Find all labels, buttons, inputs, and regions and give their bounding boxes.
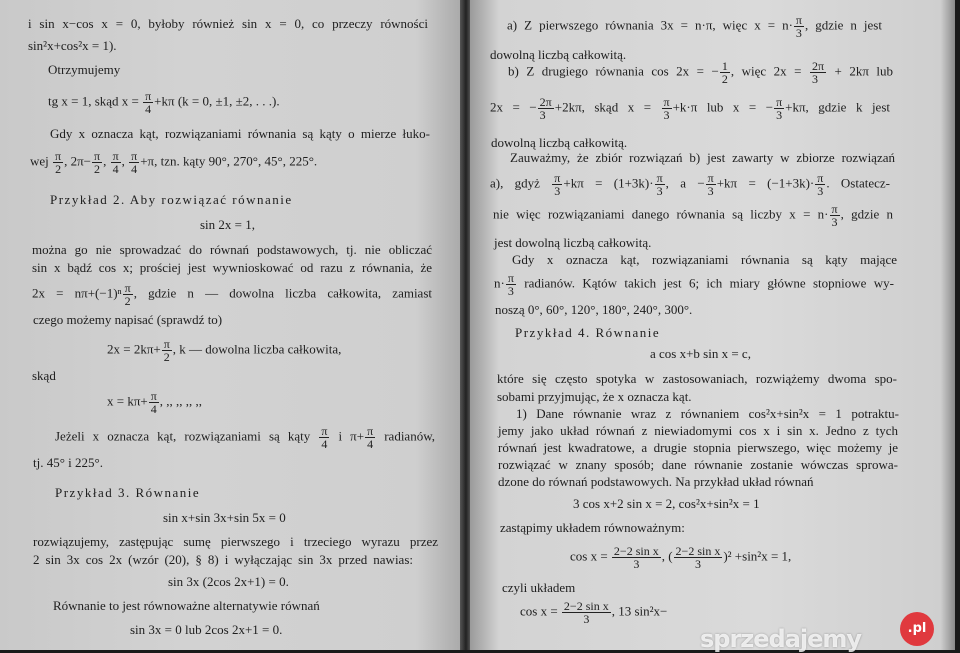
denominator: 3 — [831, 215, 838, 229]
numerator: π — [817, 171, 824, 185]
left-page-text-line — [200, 217, 255, 233]
numerator: π — [94, 149, 101, 163]
fraction — [662, 96, 672, 121]
text-run: tj. 45° i 225°. — [33, 455, 103, 470]
text-run: 2x = − — [490, 99, 537, 115]
right-page-text-line — [494, 235, 651, 251]
text-run: które się często spotyka w zastosowaniach, rozwiążemy dwoma spo- — [497, 371, 897, 386]
fraction — [810, 60, 826, 85]
right-page-text-line — [570, 545, 791, 570]
numerator: 1 — [721, 59, 728, 73]
text-run: 1) Dane równanie wraz z równaniem cos²x+sin²x = 1 potraktu- — [516, 406, 899, 421]
text-run: sin x+sin 3x+sin 5x = 0 — [163, 510, 286, 525]
fraction — [111, 150, 121, 175]
left-page-text-line — [33, 534, 438, 550]
text-run: x = kπ+ — [107, 393, 148, 409]
numerator: π — [795, 13, 802, 27]
text-run: a cos x+b sin x = c, — [650, 346, 751, 361]
text-run: jemy jako układ równań z niewiadomymi cos x i sin x. Jedno z tych — [498, 423, 898, 438]
text-run: czego możemy napisać (sprawdź to) — [33, 312, 223, 327]
denominator: 3 — [795, 26, 802, 40]
right-page-text-line — [508, 60, 893, 85]
right-page-text-line — [497, 389, 692, 405]
numerator: π — [55, 149, 62, 163]
right-page-text-line — [491, 135, 627, 151]
text-run: można go nie sprowadzać do równań podstawowych, tj. nie obliczać — [32, 242, 432, 257]
text-run: Zauważmy, że zbiór rozwiązań b) jest zawarty w zbiorze rozwiązań — [510, 150, 895, 165]
text-run: Otrzymujemy — [48, 62, 121, 77]
left-page-text-line — [33, 455, 103, 471]
numerator: π — [124, 281, 131, 295]
text-run: dowolną liczbą całkowitą. — [491, 135, 628, 150]
text-run: Gdy x oznacza kąt, rozwiązaniami równania są kąty o mierze łuko- — [50, 126, 430, 141]
denominator: 3 — [663, 108, 670, 122]
numerator: 2−2 sin x — [613, 544, 659, 558]
denominator: 4 — [321, 437, 328, 451]
text-run: , ,, ,, ,, ,, — [159, 393, 203, 409]
left-page-text-line — [30, 150, 317, 175]
numerator: π — [554, 171, 561, 185]
fraction — [162, 338, 172, 363]
denominator: 2 — [94, 162, 101, 176]
right-page-text-line — [498, 440, 898, 456]
fraction — [53, 150, 63, 175]
text-run: wej — [30, 153, 53, 169]
text-run: + 2kπ lub — [827, 63, 893, 79]
right-page-text-line — [497, 371, 897, 387]
left-page-text-line — [50, 192, 293, 208]
text-run: Jeżeli x oznacza kąt, rozwiązaniami są kąty — [55, 428, 319, 444]
text-run: Przykład 4. Równanie — [515, 325, 661, 340]
numerator: 2π — [811, 59, 824, 73]
text-run: rozwiązać w znany sposób; dane równanie zostanie wówczas sprowa- — [498, 457, 898, 472]
fraction — [552, 172, 562, 197]
text-run: +kπ = (−1+3k)· — [716, 175, 815, 191]
right-page-text-line — [494, 272, 894, 297]
fraction — [365, 425, 375, 450]
right-page-text-line — [650, 346, 751, 362]
denominator: 2 — [124, 294, 131, 308]
numerator: π — [707, 171, 714, 185]
left-page-text-line — [168, 574, 289, 590]
fraction — [538, 96, 554, 121]
fraction — [143, 90, 153, 115]
numerator: 2π — [539, 95, 552, 109]
fraction — [92, 150, 102, 175]
text-run: Przykład 3. Równanie — [55, 485, 201, 500]
fraction — [562, 600, 611, 625]
text-run: rozwiązujemy, zastępując sumę pierwszego i trzeciego wyrazu przez — [33, 534, 438, 549]
text-run: tg x = 1, skąd x = — [48, 93, 143, 109]
text-run: , gdzie n jest — [804, 17, 882, 33]
text-run: cos x = — [520, 603, 561, 619]
text-run: zastąpimy układem równoważnym: — [500, 520, 685, 535]
denominator: 4 — [150, 402, 157, 416]
right-page-text-line — [573, 496, 760, 512]
right-page-text-line — [490, 172, 890, 197]
fraction — [612, 545, 661, 570]
right-page-text-line — [500, 520, 685, 536]
numerator: π — [145, 89, 152, 103]
text-run: cos x = — [570, 548, 611, 564]
text-run: . Ostatecz- — [826, 175, 890, 191]
numerator: 2−2 sin x — [563, 599, 609, 613]
right-page-text-line — [498, 457, 898, 473]
fraction — [794, 14, 804, 39]
watermark-logo: sprzedajemy — [700, 625, 862, 653]
text-run: a) Z pierwszego równania 3x = n·π, więc x = n· — [507, 17, 793, 33]
left-page-text-line — [33, 552, 413, 568]
numerator: π — [131, 149, 138, 163]
fraction — [815, 172, 825, 197]
text-run: +kπ = (1+3k)· — [563, 175, 654, 191]
right-page-text-line — [498, 423, 898, 439]
numerator: π — [831, 202, 838, 216]
left-page-text-line — [28, 38, 117, 54]
denominator: 3 — [656, 184, 663, 198]
text-run: 2x = 2kπ+ — [107, 341, 161, 357]
numerator: π — [776, 95, 783, 109]
right-page-text-line — [495, 302, 692, 318]
left-page-text-line — [32, 260, 432, 276]
numerator: π — [663, 95, 670, 109]
text-run: +2kπ, skąd x = — [554, 99, 661, 115]
numerator: π — [112, 149, 119, 163]
text-run: , więc 2x = — [730, 63, 809, 79]
left-page-text-line — [55, 425, 435, 450]
fraction — [830, 203, 840, 228]
text-run: 3 cos x+2 sin x = 2, cos²x+sin²x = 1 — [573, 496, 760, 511]
right-page-text-line — [520, 600, 667, 625]
fraction — [706, 172, 716, 197]
text-run: sin²x+cos²x = 1). — [28, 38, 117, 53]
left-page-text-line — [55, 485, 200, 501]
left-page-text-line — [107, 338, 341, 363]
text-run: , — [121, 153, 129, 169]
denominator: 3 — [507, 284, 514, 298]
right-page-text-line — [502, 580, 575, 596]
text-run: i π+ — [330, 428, 365, 444]
left-page-text-line — [32, 368, 56, 384]
denominator: 3 — [776, 108, 783, 122]
denominator: 2 — [163, 350, 170, 364]
text-run: +kπ, gdzie k jest — [785, 99, 890, 115]
text-run: skąd — [32, 368, 56, 383]
text-run: +k·π lub x = − — [672, 99, 774, 115]
text-run: n· — [494, 275, 505, 291]
text-run: jest dowolną liczbą całkowitą. — [494, 235, 652, 250]
text-run: , ( — [661, 548, 673, 564]
watermark-badge: .pl — [900, 612, 934, 646]
fraction — [319, 425, 329, 450]
numerator: π — [367, 424, 374, 438]
text-run: , a − — [665, 175, 705, 191]
denominator: 3 — [811, 72, 818, 86]
fraction — [720, 60, 730, 85]
text-run: sin 3x = 0 lub 2cos 2x+1 = 0. — [130, 622, 283, 637]
right-page-text-line — [507, 14, 882, 39]
fraction — [506, 272, 516, 297]
numerator: π — [163, 337, 170, 351]
fraction — [149, 390, 159, 415]
denominator: 3 — [539, 108, 546, 122]
numerator: 2−2 sin x — [675, 544, 721, 558]
text-run: sin 2x = 1, — [200, 217, 256, 232]
text-run: , k — dowolna liczba całkowita, — [172, 341, 342, 357]
denominator: 3 — [707, 184, 714, 198]
denominator: 4 — [367, 437, 374, 451]
left-page-text-line — [32, 282, 432, 307]
text-run: , 13 sin²x− — [611, 603, 668, 619]
right-page-text-line — [510, 150, 895, 166]
left-page-text-line — [130, 622, 282, 638]
text-run: +π, tzn. kąty 90°, 270°, 45°, 225°. — [140, 153, 318, 169]
denominator: 3 — [633, 557, 640, 571]
text-run: noszą 0°, 60°, 120°, 180°, 240°, 300°. — [495, 302, 693, 317]
denominator: 4 — [112, 162, 119, 176]
left-page-text-line — [28, 16, 428, 32]
text-run: b) Z drugiego równania cos 2x = − — [508, 63, 719, 79]
text-run: radianów. Kątów takich jest 6; ich miary główne stopniowe wy- — [516, 275, 894, 291]
denominator: 2 — [55, 162, 62, 176]
denominator: 3 — [694, 557, 701, 571]
text-run: sin 3x (2cos 2x+1) = 0. — [168, 574, 289, 589]
text-run: dzone do równań podstawowych. Na przykład układ równań — [498, 474, 814, 489]
numerator: π — [656, 171, 663, 185]
text-run: czyli układem — [502, 580, 576, 595]
left-page-text-line — [48, 90, 280, 115]
text-run: , gdzie n — [840, 206, 893, 222]
fraction — [655, 172, 665, 197]
left-page-text-line — [48, 62, 120, 78]
text-run: , — [103, 153, 110, 169]
text-run: sin x bądź cos x; prościej jest wywnioskować od razu z równania, że — [32, 260, 432, 275]
left-page-text-line — [33, 312, 222, 328]
fraction — [123, 282, 133, 307]
text-run: radianów, — [376, 428, 435, 444]
text-run: , gdzie n — dowolna liczba całkowita, zamiast — [133, 285, 433, 301]
right-page-text-line — [490, 96, 890, 121]
text-run: Gdy x oznacza kąt, rozwiązaniami równania są kąty mające — [512, 252, 897, 267]
left-page-text-line — [53, 598, 320, 614]
right-page-text-line — [493, 203, 893, 228]
text-run: )² +sin²x = 1, — [723, 548, 792, 564]
left-page-text-line — [107, 390, 202, 415]
text-run: dowolną liczbą całkowitą. — [490, 47, 627, 62]
text-run: równań jest kwadratowe, a drugie stopnia pierwszego, więc możemy je — [498, 440, 898, 455]
right-page-text-line — [498, 474, 814, 490]
left-page-text-line — [163, 510, 286, 526]
numerator: π — [150, 389, 157, 403]
text-run: nie więc rozwiązaniami danego równania są liczby x = n· — [493, 206, 829, 222]
text-run: i sin x−cos x = 0, byłoby również sin x = 0, co przeczy równości — [28, 16, 428, 31]
text-run: sobami przyjmując, że x oznacza kąt. — [497, 389, 692, 404]
fraction — [129, 150, 139, 175]
text-run: 2x = nπ+(−1)ⁿ — [32, 285, 122, 301]
fraction — [674, 545, 723, 570]
text-run: Równanie to jest równoważne alternatywie równań — [53, 598, 320, 613]
text-run: Przykład 2. Aby rozwiązać równanie — [50, 192, 293, 207]
denominator: 2 — [721, 72, 728, 86]
numerator: π — [507, 271, 514, 285]
denominator: 3 — [817, 184, 824, 198]
denominator: 3 — [554, 184, 561, 198]
right-page-text-line — [515, 325, 660, 341]
denominator: 3 — [583, 612, 590, 626]
right-page-text-line — [516, 406, 899, 422]
left-page-text-line — [32, 242, 432, 258]
denominator: 4 — [131, 162, 138, 176]
text-run: +kπ (k = 0, ±1, ±2, . . .). — [154, 93, 280, 109]
right-page-text-line — [512, 252, 897, 268]
text-run: , 2π− — [64, 153, 91, 169]
denominator: 4 — [145, 102, 152, 116]
numerator: π — [321, 424, 328, 438]
fraction — [774, 96, 784, 121]
left-page-text-line — [50, 126, 430, 142]
text-run: 2 sin 3x cos 2x (wzór (20), § 8) i wyłączając sin 3x przed nawias: — [33, 552, 413, 567]
text-run: a), gdyż — [490, 175, 552, 191]
